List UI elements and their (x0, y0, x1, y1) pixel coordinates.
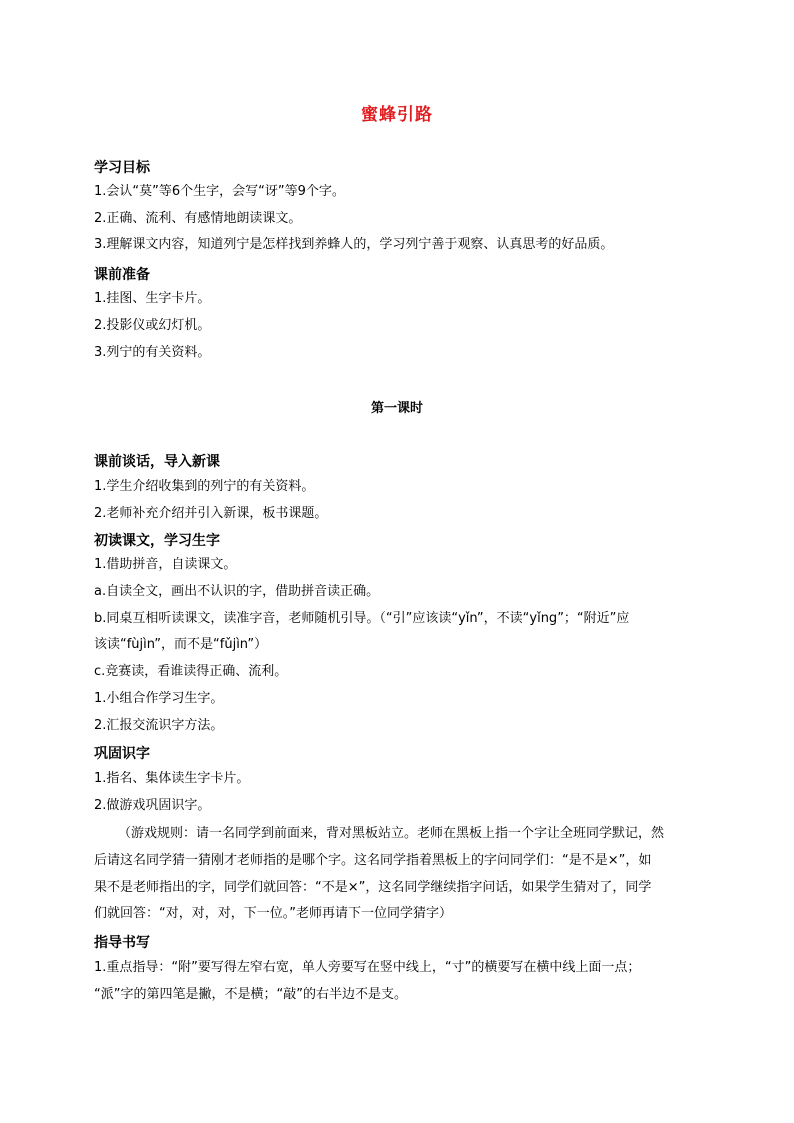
intro-heading: 课前谈话，导入新课 (94, 454, 220, 470)
intro-item: 2.老师补充介绍并引入新课，板书课题。 (94, 506, 328, 521)
goals-heading: 学习目标 (94, 160, 150, 176)
intro-item: 1.学生介绍收集到的列宁的有关资料。 (94, 479, 315, 494)
goal-item: 2.正确、流利、有感情地朗读课文。 (94, 211, 302, 226)
lesson-title: 第一课时 (370, 401, 423, 416)
consolidate-heading: 巩固识字 (94, 746, 150, 762)
prep-item: 2.投影仪或幻灯机。 (94, 318, 211, 333)
goal-item: 1.会认“莫”等6个生字，会写“讶”等9个字。 (94, 184, 345, 199)
read-item: 1.借助拼音，自读课文。 (94, 557, 237, 572)
read-item: a.自读全文，画出不认识的字，借助拼音读正确。 (94, 584, 380, 599)
consolidate-item: 2.做游戏巩固识字。 (94, 798, 211, 813)
read-item: c.竞赛读，看谁读得正确、流利。 (94, 664, 288, 679)
game-rules-line: 果不是老师指出的字，同学们就回答：“不是×”，这名同学继续指字问话，如果学生猜对了，同学 (94, 880, 652, 895)
writing-item: 1.重点指导：“附”要写得左窄右宽，单人旁要写在竖中线上，“寸”的横要写在横中线上面一点； (94, 960, 641, 975)
document-title: 蜜蜂引路 (361, 105, 433, 125)
goal-item: 3.理解课文内容，知道列宁是怎样找到养蜂人的，学习列宁善于观察、认真思考的好品质。 (94, 237, 614, 252)
read-item: 该读“fùjìn”，而不是“fǔjìn”） (94, 637, 268, 652)
game-rules-line: （游戏规则：请一名同学到前面来，背对黑板站立。老师在黑板上指一个字让全班同学默记，然 (118, 826, 665, 841)
game-rules-line: 后请这名同学猜一猜刚才老师指的是哪个字。这名同学指着黑板上的字问同学们：“是不是×”，如 (94, 853, 652, 868)
read-heading: 初读课文，学习生字 (94, 533, 220, 549)
read-item: 2.汇报交流识字方法。 (94, 718, 224, 733)
writing-item: “派”字的第四笔是撇，不是横；“敲”的右半边不是支。 (94, 987, 407, 1002)
prep-heading: 课前准备 (94, 267, 150, 283)
read-item: 1.小组合作学习生字。 (94, 691, 224, 706)
writing-heading: 指导书写 (94, 935, 150, 951)
prep-item: 1.挂图、生字卡片。 (94, 291, 211, 306)
prep-item: 3.列宁的有关资料。 (94, 345, 211, 360)
consolidate-item: 1.指名、集体读生字卡片。 (94, 771, 250, 786)
game-rules-line: 们就回答：“对，对，对，下一位。”老师再请下一位同学猜字） (94, 906, 452, 921)
read-item: b.同桌互相听读课文，读准字音，老师随机引导。（“引”应该读“yǐn”，不读“yǐng”；“附近”应 (94, 611, 630, 626)
